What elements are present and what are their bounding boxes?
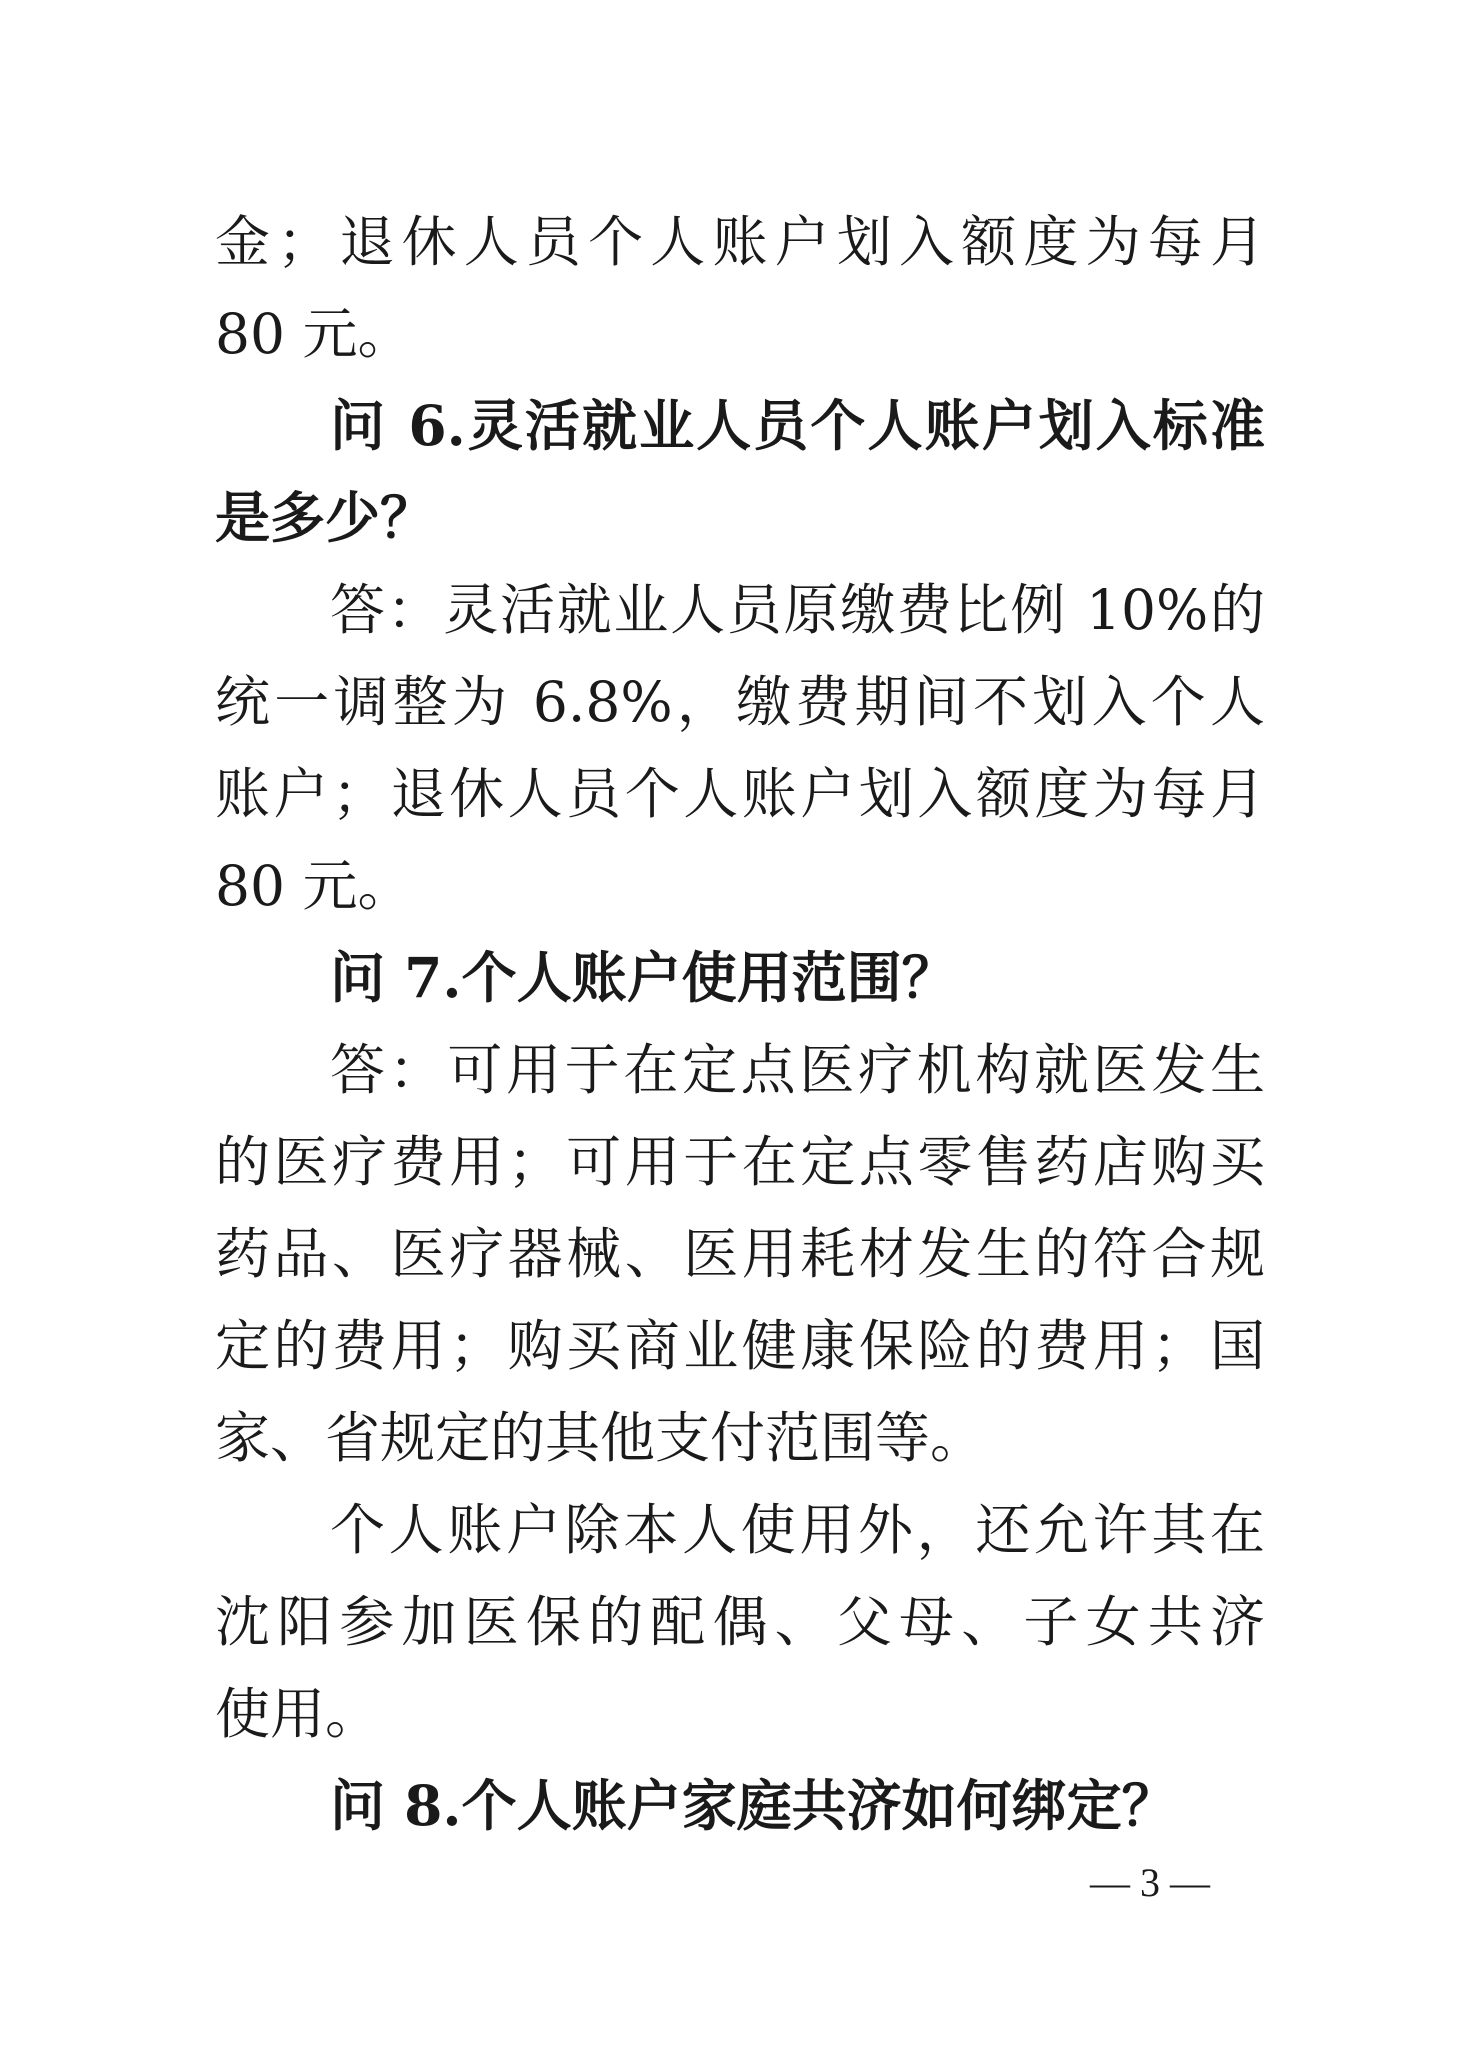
answer-text: 80 元。: [215, 854, 413, 918]
question-heading: 问 6.灵活就业人员个人账户划入标准: [330, 393, 1265, 458]
question-heading: 问 8.个人账户家庭共济如何绑定？: [330, 1773, 1177, 1838]
question-heading: 问 7.个人账户使用范围？: [330, 945, 957, 1010]
text-line: 80 元。: [215, 302, 413, 366]
answer-text: 的医疗费用；可用于在定点零售药店购买: [215, 1130, 1265, 1194]
text-line: 金；退休人员个人账户划入额度为每月: [215, 210, 1265, 274]
answer-text: 使用。: [215, 1682, 381, 1746]
page-number: — 3 —: [1090, 1860, 1210, 1905]
answer-text: 统一调整为 6.8%，缴费期间不划入个人: [215, 670, 1265, 734]
answer-text: 药品、医疗器械、医用耗材发生的符合规: [215, 1222, 1265, 1286]
answer-text: 账户；退休人员个人账户划入额度为每月: [215, 762, 1265, 826]
question-heading: 是多少？: [215, 485, 436, 550]
answer-text: 沈阳参加医保的配偶、父母、子女共济: [215, 1590, 1265, 1654]
answer-text: 答：灵活就业人员原缴费比例 10%的: [330, 578, 1265, 642]
answer-text: 家、省规定的其他支付范围等。: [215, 1406, 986, 1470]
answer-text: 定的费用；购买商业健康保险的费用；国: [215, 1314, 1265, 1378]
answer-text: 答：可用于在定点医疗机构就医发生: [330, 1038, 1265, 1102]
answer-text: 个人账户除本人使用外，还允许其在: [330, 1498, 1265, 1562]
